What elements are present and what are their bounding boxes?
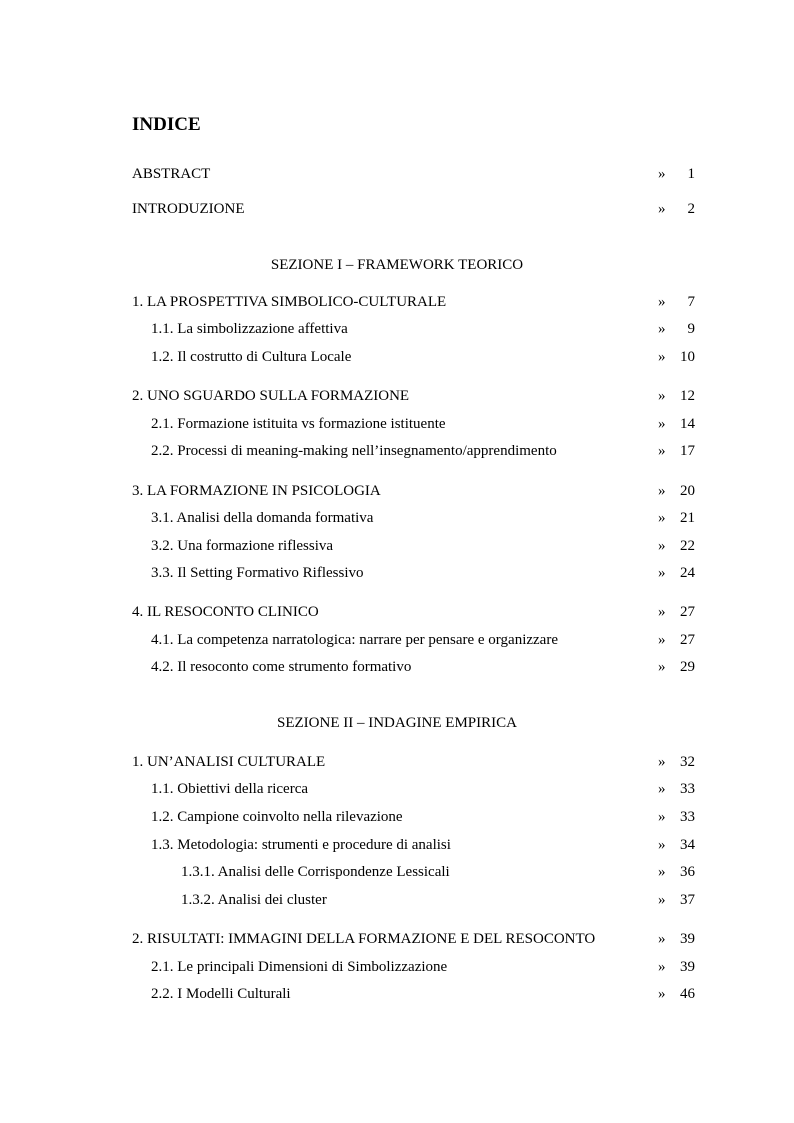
- toc-entry-label: 3.1. Analisi della domanda formativa: [151, 510, 374, 526]
- toc-entry-label: INTRODUZIONE: [132, 201, 245, 217]
- toc-entry-label: 2. RISULTATI: IMMAGINI DELLA FORMAZIONE E DEL RESOCONTO: [132, 931, 596, 947]
- toc-entry-label: 1.3.2. Analisi dei cluster: [181, 892, 327, 908]
- toc-entry-label: 4.2. Il resoconto come strumento formativo: [151, 659, 412, 675]
- toc-separator: »: [658, 754, 666, 770]
- toc-subentry: [0, 347, 794, 367]
- toc-page-number: 1: [687, 166, 695, 182]
- toc-separator: »: [658, 659, 666, 675]
- toc-entry-label: 1. UN’ANALISI CULTURALE: [132, 754, 326, 770]
- toc-entry-label: 2. UNO SGUARDO SULLA FORMAZIONE: [132, 388, 410, 404]
- toc-entry-label: 1.2. Campione coinvolto nella rilevazione: [151, 809, 403, 825]
- toc-entry: [0, 199, 794, 219]
- toc-entry-label: 3.3. Il Setting Formativo Riflessivo: [151, 565, 364, 581]
- toc-separator: »: [658, 565, 666, 581]
- toc-page-number: 39: [680, 959, 695, 975]
- toc-separator: »: [658, 388, 666, 404]
- toc-entry-label: 1.1. La simbolizzazione affettiva: [151, 321, 348, 337]
- toc-page-number: 22: [680, 538, 695, 554]
- toc-entry: [0, 164, 794, 184]
- toc-subentry: [0, 508, 794, 528]
- toc-subentry: [0, 957, 794, 977]
- toc-subentry: [0, 984, 794, 1004]
- toc-subentry: [0, 657, 794, 677]
- toc-page-number: 14: [680, 416, 695, 432]
- toc-page-number: 21: [680, 510, 695, 526]
- toc-separator: »: [658, 510, 666, 526]
- toc-page-number: 17: [680, 443, 695, 459]
- toc-entry-label: 1. LA PROSPETTIVA SIMBOLICO-CULTURALE: [132, 294, 447, 310]
- toc-separator: »: [658, 201, 666, 217]
- toc-subsubentry: [0, 862, 794, 882]
- toc-separator: »: [658, 931, 666, 947]
- toc-chapter: [0, 481, 794, 501]
- toc-chapter: [0, 602, 794, 622]
- toc-separator: »: [658, 166, 666, 182]
- toc-subentry: [0, 319, 794, 339]
- toc-separator: »: [658, 809, 666, 825]
- toc-subentry: [0, 563, 794, 583]
- toc-separator: »: [658, 349, 666, 365]
- toc-page-number: 7: [687, 294, 695, 310]
- toc-separator: »: [658, 538, 666, 554]
- toc-entry-label: 2.1. Formazione istituita vs formazione istituente: [151, 416, 446, 432]
- toc-page-number: 10: [680, 349, 695, 365]
- section-heading: SEZIONE II – INDAGINE EMPIRICA: [277, 715, 517, 731]
- toc-entry-label: 1.2. Il costrutto di Cultura Locale: [151, 349, 352, 365]
- toc-entry-label: 2.2. I Modelli Culturali: [151, 986, 291, 1002]
- toc-page-number: 33: [680, 809, 695, 825]
- toc-page-number: 33: [680, 781, 695, 797]
- toc-subentry: [0, 441, 794, 461]
- toc-separator: »: [658, 443, 666, 459]
- toc-entry-label: 1.3.1. Analisi delle Corrispondenze Lessicali: [181, 864, 450, 880]
- toc-page-number: 36: [680, 864, 695, 880]
- toc-separator: »: [658, 864, 666, 880]
- toc-separator: »: [658, 321, 666, 337]
- toc-separator: »: [658, 837, 666, 853]
- toc-separator: »: [658, 892, 666, 908]
- toc-page-number: 27: [680, 604, 695, 620]
- toc-entry-label: 2.2. Processi di meaning-making nell’insegnamento/apprendimento: [151, 443, 557, 459]
- toc-subentry: [0, 779, 794, 799]
- toc-page-number: 46: [680, 986, 695, 1002]
- toc-separator: »: [658, 986, 666, 1002]
- toc-page-number: 24: [680, 565, 695, 581]
- toc-subentry: [0, 414, 794, 434]
- toc-chapter: [0, 292, 794, 312]
- toc-entry-label: 3. LA FORMAZIONE IN PSICOLOGIA: [132, 483, 381, 499]
- toc-page-number: 12: [680, 388, 695, 404]
- toc-subentry: [0, 807, 794, 827]
- toc-entry-label: 4.1. La competenza narratologica: narrare per pensare e organizzare: [151, 632, 558, 648]
- toc-separator: »: [658, 483, 666, 499]
- toc-subentry: [0, 536, 794, 556]
- page-title: INDICE: [132, 114, 201, 135]
- toc-page-number: 39: [680, 931, 695, 947]
- toc-separator: »: [658, 294, 666, 310]
- toc-chapter: [0, 386, 794, 406]
- toc-entry-label: 1.3. Metodologia: strumenti e procedure di analisi: [151, 837, 451, 853]
- toc-entry-label: 1.1. Obiettivi della ricerca: [151, 781, 309, 797]
- toc-page-number: 34: [680, 837, 695, 853]
- toc-separator: »: [658, 959, 666, 975]
- toc-page-number: 29: [680, 659, 695, 675]
- toc-subsubentry: [0, 890, 794, 910]
- toc-entry-label: ABSTRACT: [132, 166, 211, 182]
- toc-subentry: [0, 630, 794, 650]
- toc-chapter: [0, 752, 794, 772]
- toc-separator: »: [658, 781, 666, 797]
- section-heading: SEZIONE I – FRAMEWORK TEORICO: [270, 257, 524, 273]
- toc-separator: »: [658, 632, 666, 648]
- toc-page-number: 9: [687, 321, 695, 337]
- toc-page-number: 20: [680, 483, 695, 499]
- toc-chapter: [0, 929, 794, 949]
- toc-entry-label: 3.2. Una formazione riflessiva: [151, 538, 334, 554]
- toc-subentry: [0, 835, 794, 855]
- toc-page-number: 32: [680, 754, 695, 770]
- toc-separator: »: [658, 416, 666, 432]
- toc-page-number: 27: [680, 632, 695, 648]
- toc-page-number: 37: [680, 892, 695, 908]
- toc-entry-label: 4. IL RESOCONTO CLINICO: [132, 604, 319, 620]
- toc-entry-label: 2.1. Le principali Dimensioni di Simbolizzazione: [151, 959, 448, 975]
- toc-separator: »: [658, 604, 666, 620]
- toc-page-number: 2: [687, 201, 695, 217]
